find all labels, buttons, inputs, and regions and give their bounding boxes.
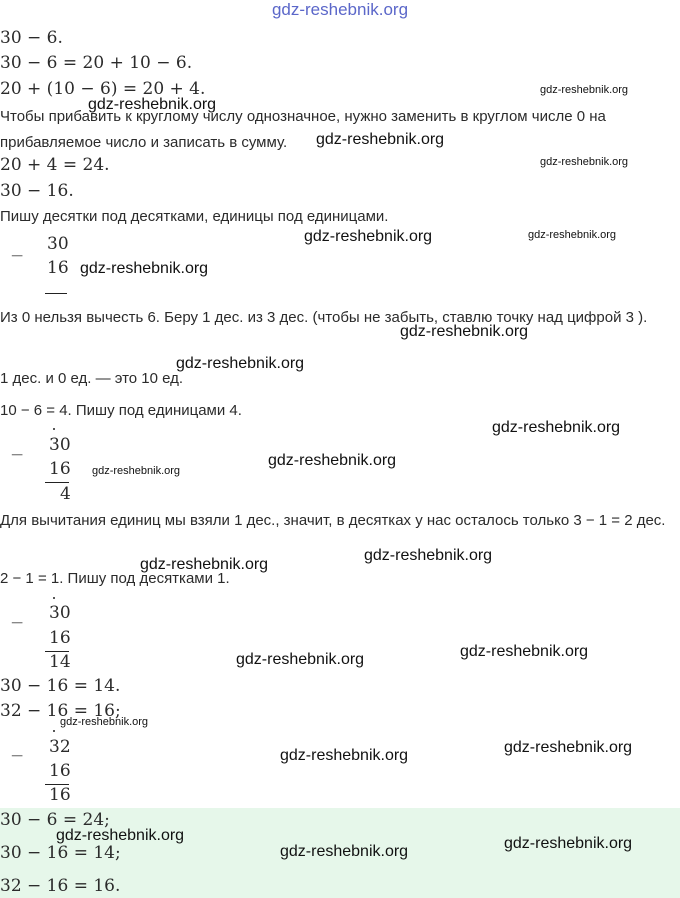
expression-regroup: 20 + (10 − 6) = 20 + 4. [0,79,206,99]
top-watermark: gdz-reshebnik.org [271,0,409,19]
watermark: gdz-reshebnik.org [364,547,493,564]
watermark: gdz-reshebnik.org [460,643,589,660]
column-4-minus: − [10,746,25,766]
watermark: gdz-reshebnik.org [540,84,629,96]
column-1-minus: − [10,246,25,266]
watermark: gdz-reshebnik.org [400,323,529,340]
watermark: gdz-reshebnik.org [504,739,633,756]
watermark: gdz-reshebnik.org [56,827,185,844]
column-2-borrow-dot [53,428,55,430]
instruction-columns: Пишу десятки под десятками, единицы под единицами. [0,208,389,225]
expression-32-minus-16: 32 − 16 = 16; [0,701,121,721]
column-2-minus: − [10,445,25,465]
expression-20-plus-4: 20 + 4 = 24. [0,155,110,175]
column-2-bottom: 16 [49,459,71,479]
watermark: gdz-reshebnik.org [504,835,633,852]
column-2-bar [45,482,69,483]
watermark: gdz-reshebnik.org [92,465,181,477]
column-4-bottom: 16 [49,761,71,781]
column-1-top: 30 [47,234,69,254]
watermark: gdz-reshebnik.org [140,556,269,573]
watermark: gdz-reshebnik.org [176,355,305,372]
tens-to-units: 1 дес. и 0 ед. — это 10 ед. [0,370,184,387]
watermark: gdz-reshebnik.org [528,229,617,241]
watermark: gdz-reshebnik.org [304,228,433,245]
watermark: gdz-reshebnik.org [268,452,397,469]
column-4-result: 16 [49,785,71,805]
expression-30-minus-16: 30 − 16. [0,181,74,201]
watermark: gdz-reshebnik.org [540,156,629,168]
watermark: gdz-reshebnik.org [492,419,621,436]
watermark: gdz-reshebnik.org [280,747,409,764]
tens-subtraction: 2 − 1 = 1. Пишу под десятками 1. [0,570,230,587]
column-3-top: 30 [49,603,71,623]
expression-30-minus-6: 30 − 6. [0,28,63,48]
column-2-top: 30 [49,435,71,455]
watermark: gdz-reshebnik.org [316,131,445,148]
column-3-minus: − [10,613,25,633]
column-3-bottom: 16 [49,628,71,648]
remaining-tens-paragraph: Для вычитания единиц мы взяли 1 дес., значит, в десятках у нас осталось только 3 − 1 = 2 дес. [0,512,666,529]
column-1-bottom: 16 [47,258,69,278]
column-2-result: 4 [60,484,71,504]
rule-paragraph: Чтобы прибавить к круглому числу однозначное, нужно заменить в круглом числе 0 на прибавляемое число и записать в сумму. [0,108,606,151]
column-1-bar [45,293,67,294]
watermark: gdz-reshebnik.org [280,843,409,860]
column-4-top: 32 [49,737,71,757]
watermark: gdz-reshebnik.org [88,96,217,113]
answer-1: 30 − 6 = 24; [0,810,110,830]
watermark: gdz-reshebnik.org [60,716,149,728]
answer-2: 30 − 16 = 14; [0,843,121,863]
column-3-borrow-dot [53,597,55,599]
result-30-minus-16: 30 − 16 = 14. [0,676,121,696]
watermark: gdz-reshebnik.org [236,651,365,668]
expression-decompose: 30 − 6 = 20 + 10 − 6. [0,53,193,73]
borrow-paragraph: Из 0 нельзя вычесть 6. Беру 1 дес. из 3 дес. (чтобы не забыть, ставлю точку над цифрой 3 ). [0,309,648,326]
units-subtraction: 10 − 6 = 4. Пишу под единицами 4. [0,402,242,419]
column-3-result: 14 [49,652,71,672]
answer-3: 32 − 16 = 16. [0,876,121,896]
column-4-borrow-dot [53,730,55,732]
watermark: gdz-reshebnik.org [80,260,209,277]
